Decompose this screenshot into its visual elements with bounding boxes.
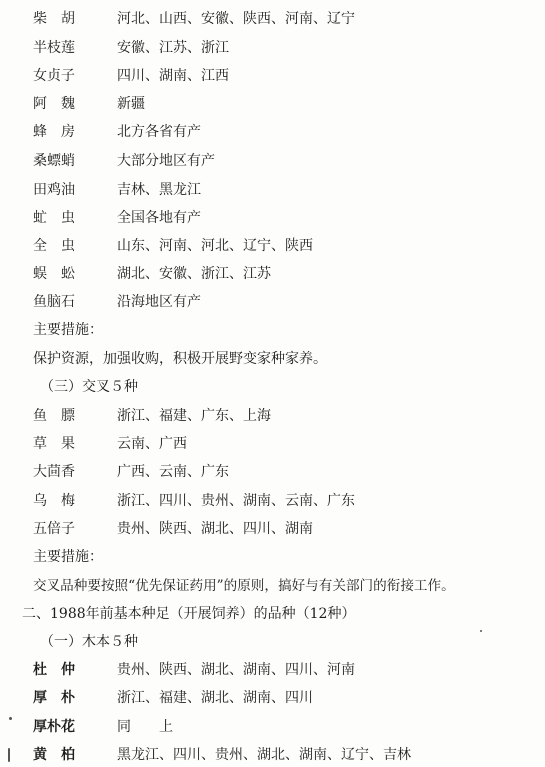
section-heading (0, 602, 545, 626)
herb-row (0, 64, 545, 88)
herb-region: 四川、湖南、江西 (117, 68, 229, 84)
scan-mark (8, 748, 10, 762)
herb-region: 山东、河南、河北、辽宁、陕西 (117, 238, 313, 254)
herb-name: 蜈 蚣 (33, 266, 75, 282)
herb-name: 草 果 (33, 436, 75, 452)
herb-name: 田鸡油 (33, 182, 75, 198)
herb-row (0, 120, 545, 144)
herb-row (0, 517, 545, 541)
measures-label-text: 主要措施： (33, 549, 103, 565)
herb-row (0, 262, 545, 286)
herb-region: 浙江、四川、贵州、湖南、云南、广东 (117, 493, 355, 509)
herb-region: 广西、云南、广东 (117, 464, 229, 480)
herb-region: 全国各地有产 (117, 210, 201, 226)
herb-row (0, 149, 545, 173)
herb-name: 杜 仲 (33, 662, 75, 678)
herb-row (0, 404, 545, 428)
herb-region: 黑龙江、四川、贵州、湖北、湖南、辽宁、吉林 (117, 747, 411, 763)
herb-name: 蜂 房 (33, 124, 75, 140)
section-heading-text: （一）木本５种 (40, 634, 138, 650)
section-heading-text: 二、1988年前基本种足（开展饲养）的品种（12种） (22, 606, 356, 622)
measures-label (0, 545, 545, 569)
herb-region: 云南、广西 (117, 436, 187, 452)
herb-row (0, 290, 545, 314)
herb-row (0, 460, 545, 484)
herb-name: 桑螵蛸 (33, 153, 75, 169)
herb-name: 黄 柏 (33, 747, 75, 763)
measures-body-text: 保护资源，加强收购，积极开展野变家种家养。 (33, 351, 327, 367)
herb-region: 吉林、黑龙江 (117, 182, 201, 198)
herb-region: 沿海地区有产 (117, 294, 201, 310)
herb-row (0, 658, 545, 682)
herb-name: 鱼脑石 (33, 294, 75, 310)
scan-speck (480, 630, 482, 632)
measures-text (0, 347, 545, 371)
herb-region: 大部分地区有产 (117, 153, 215, 169)
herb-row (0, 743, 545, 767)
herb-region: 安徽、江苏、浙江 (117, 40, 229, 56)
herb-region: 新疆 (117, 96, 145, 112)
herb-row (0, 715, 545, 739)
herb-name: 厚朴花 (33, 719, 75, 735)
herb-row (0, 178, 545, 202)
herb-name: 柴 胡 (33, 11, 75, 27)
herb-name: 阿 魏 (33, 96, 75, 112)
scan-speck (9, 717, 12, 720)
herb-row (0, 92, 545, 116)
herb-row (0, 686, 545, 710)
herb-region: 浙江、福建、广东、上海 (117, 408, 271, 424)
measures-body-text: 交叉品种要按照“优先保证药用”的原则，搞好与有关部门的衔接工作。 (33, 578, 455, 594)
herb-row (0, 432, 545, 456)
herb-name: 虻 虫 (33, 210, 75, 226)
herb-name: 全 虫 (33, 238, 75, 254)
herb-name: 大茴香 (33, 464, 75, 480)
herb-row (0, 489, 545, 513)
herb-region: 北方各省有产 (117, 124, 201, 140)
herb-name: 乌 梅 (33, 493, 75, 509)
herb-row (0, 36, 545, 60)
herb-region: 浙江、福建、湖北、湖南、四川 (117, 690, 313, 706)
herb-name: 厚 朴 (33, 690, 75, 706)
section-heading-text: （三）交叉５种 (40, 379, 138, 395)
herb-row (0, 234, 545, 258)
section-heading (0, 630, 545, 654)
herb-region: 同 上 (117, 719, 173, 735)
herb-row (0, 7, 545, 31)
herb-region: 贵州、陕西、湖北、四川、湖南 (117, 521, 313, 537)
section-heading (0, 375, 545, 399)
herb-name: 鱼 膘 (33, 408, 75, 424)
measures-text (0, 574, 545, 598)
herb-region: 河北、山西、安徽、陕西、河南、辽宁 (117, 11, 355, 27)
measures-label-text: 主要措施： (33, 322, 103, 338)
herb-region: 贵州、陕西、湖北、湖南、四川、河南 (117, 662, 355, 678)
herb-name: 女贞子 (33, 68, 75, 84)
measures-label (0, 318, 545, 342)
herb-row (0, 206, 545, 230)
herb-name: 半枝莲 (33, 40, 75, 56)
herb-region: 湖北、安徽、浙江、江苏 (117, 266, 271, 282)
herb-name: 五倍子 (33, 521, 75, 537)
